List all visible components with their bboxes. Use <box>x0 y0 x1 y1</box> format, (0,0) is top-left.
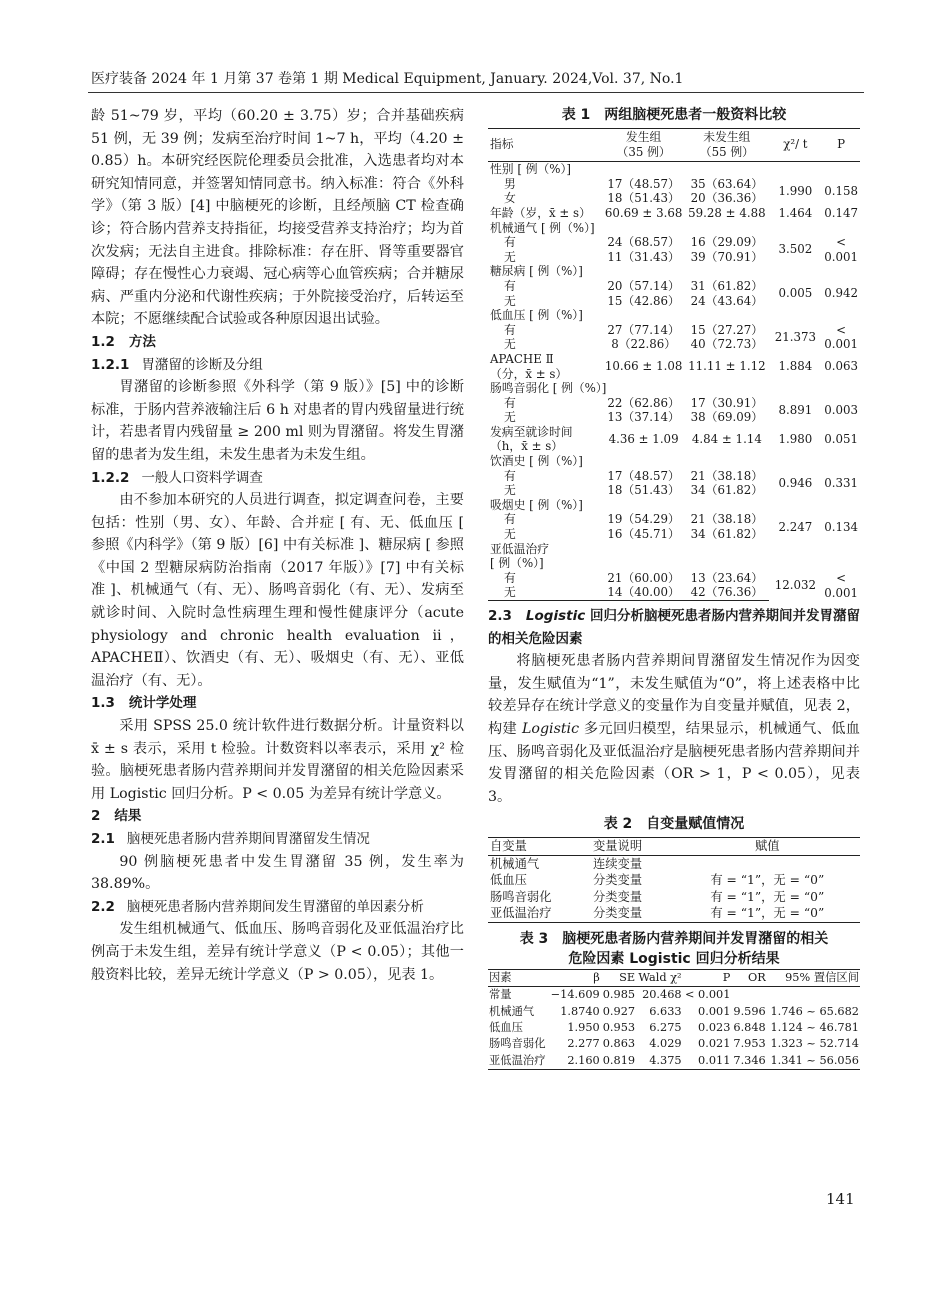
table-cell: 1.950 <box>567 1021 600 1035</box>
table2-header: 赋值 <box>675 838 860 856</box>
paragraph-survey: 由不参加本研究的人员进行调查，拟定调查问卷，主要包括：性别（男、女）、年龄、合并症 [ 有、无、低血压 [ 参照《内科学》（第 9 版）[6] 中有关标准 ]、糖尿病 [ 参照《中国 2 型糖尿病防治指南（2017 年版）》[7] 中有关标准 ]、机械通气（有、无）、肠鸣音弱化（有、无）、发病至就诊时间、入院时急性病理生理和慢性健康评分（acute physiology and chronic health evaluation ⅱ，APACHEⅡ）、饮酒史（有、无）、吸烟史（有、无）、亚低温治疗（有、无）。 <box>91 492 464 689</box>
table-row <box>488 1020 860 1036</box>
paragraph-diagnosis: 胃潴留的诊断参照《外科学（第 9 版）》[5] 中的诊断标准，于肠内营养液输注后 6 h 对患者的胃内残留量进行统计，若患者胃内残留量 ≥ 200 ml 则为胃潴留。将发生胃潴留的患者为发生组，未发生患者为未发生组。 <box>91 379 464 463</box>
table-row: 无 16（45.71） 34（61.82） <box>504 527 764 542</box>
table-row <box>488 872 860 889</box>
table-cell: 连续变量 <box>592 856 643 871</box>
table-row: 糖尿病 [ 例（%）] <box>490 264 583 279</box>
table-row: 饮酒史 [ 例（%）] <box>490 454 583 469</box>
heading-2-3: 2.3 Logistic 回归分析脑梗死患者肠内营养期间并发胃潴留的相关危险因素 <box>488 608 861 647</box>
table-row: 有 20（57.14） 31（61.82） 0.005 0.942 <box>504 278 858 301</box>
table-cell: 1.341 ~ 56.056 <box>767 1053 860 1070</box>
table-cell: 0.011 <box>683 1053 732 1070</box>
right-text <box>488 605 860 808</box>
table2 <box>488 837 860 923</box>
table1-header-row <box>488 129 860 162</box>
table-row <box>488 1036 860 1052</box>
table-cell: 低血压 <box>489 1021 523 1035</box>
table-cell: 20.468 <box>642 988 682 1002</box>
table-row: （h，x̄ ± s） <box>490 439 564 454</box>
table-cell: 0.985 <box>602 988 636 1002</box>
paragraph-patients: 龄 51~79 岁，平均（60.20 ± 3.75）岁；合并基础疾病 51 例，无 39 例；发病至治疗时间 1~7 h，平均（4.20 ± 0.85）h。本研究经医院伦理委员会批准，入选患者均对本研究知情同意，并签署知情同意书。纳入标准：符合《外科学》（第 3 版）[4] 中脑梗死的诊断，且经颅脑 CT 检查确诊；符合肠内营养支持指征，均接受营养支持治疗；均为首次发病；无法自主进食。排除标准：存在肝、肾等重要器官障碍；存在慢性心力衰竭、冠心病等心血管疾病；合并糖尿病、严重内分泌和代谢性疾病；于外院接受治疗，后转运至本院；不愿继续配合试验或各种原因退出试验。 <box>91 108 464 328</box>
table-cell: 1.746 ~ 65.682 <box>770 1004 859 1018</box>
table2-caption: 表 2 自变量赋值情况 <box>603 816 745 833</box>
table-row: 有 21（60.00） 13（23.64） 12.032 < 0.001 <box>504 570 858 600</box>
table-row: （分，x̄ ± s） <box>490 366 568 381</box>
table-cell: 机械通气 <box>489 1004 535 1018</box>
table-cell: 6.848 <box>733 1021 766 1035</box>
table3-header: 95% 置信区间 <box>767 969 860 986</box>
table3-header: OR <box>731 969 766 986</box>
table-row: [ 例（%）] <box>490 556 544 571</box>
table-cell: 7.953 <box>733 1037 766 1051</box>
table3-header: P <box>683 969 732 986</box>
table-row <box>488 905 860 922</box>
paragraph-statistics: 采用 SPSS 25.0 统计软件进行数据分析。计量资料以 x̄ ± s 表示，采用 t 检验。计数资料以率表示，采用 χ² 检验。脑梗死患者肠内营养期间并发胃潴留的相关危险因素采用 Logistic 回归分析。P < 0.05 为差异有统计学意义。 <box>91 718 464 802</box>
table-row: 有 22（62.86） 17（30.91） 8.891 0.003 <box>504 395 858 417</box>
table-cell: 分类变量 <box>591 905 675 922</box>
table-cell: 1.124 ~ 46.781 <box>770 1021 859 1035</box>
table-row <box>488 855 860 872</box>
table2-header-row <box>488 838 860 856</box>
table-row: 男 17（48.57） 35（63.64） 1.990 0.158 <box>504 176 858 199</box>
table-cell: 低血压 <box>490 873 527 888</box>
right-column <box>488 105 860 1070</box>
heading-1-2-1: 1.2.1 胃潴留的诊断及分组 <box>91 356 263 373</box>
table-cell: 1.323 ~ 52.714 <box>770 1037 859 1051</box>
table-row: 无 14（40.00） 42（76.36） <box>488 585 860 600</box>
table-cell <box>767 987 860 1004</box>
table-cell: 4.029 <box>649 1037 682 1051</box>
paragraph-incidence: 90 例脑梗死患者中发生胃潴留 35 例，发生率为 38.89%。 <box>91 853 464 893</box>
table-row: 肠鸣音弱化 [ 例（%）] <box>490 381 607 396</box>
table-cell: 0.863 <box>602 1037 636 1051</box>
table-cell: 0.953 <box>602 1021 636 1035</box>
running-header: 医疗装备 2024 年 1 月第 37 卷第 1 期 Medical Equipment, January. 2024,Vol. 37, No.1 <box>91 71 684 87</box>
table3-header: SE <box>601 969 636 986</box>
heading-1-2: 1.2 方法 <box>91 333 156 350</box>
table-cell: 4.375 <box>636 1053 683 1070</box>
table3-header-row <box>488 969 860 986</box>
table-cell: 0.023 <box>698 1021 731 1035</box>
table-cell: 常量 <box>489 988 512 1002</box>
table-cell: 2.277 <box>567 1037 600 1051</box>
table-cell: 2.160 <box>548 1053 601 1070</box>
paragraph-univariate: 发生组机械通气、低血压、肠鸣音弱化及亚低温治疗比例高于未发生组，差异有统计学意义（P < 0.05）；其他一般资料比较，差异无统计学意义（P > 0.05），见表 1。 <box>91 921 464 983</box>
heading-2-1: 2.1 脑梗死患者肠内营养期间胃潴留发生情况 <box>91 831 370 847</box>
table-cell: 分类变量 <box>592 889 643 904</box>
table-row: 有 24（68.57） 16（29.09） 3.502 < 0.001 <box>504 235 858 264</box>
table-row: 年龄（岁，x̄ ± s） 60.69 ± 3.68 59.28 ± 4.88 1.464 0.147 <box>490 205 858 220</box>
table-row <box>488 889 860 906</box>
table1-header: 未发生组 （55 例） <box>685 129 768 162</box>
table-cell: 6.275 <box>649 1021 682 1035</box>
table-row <box>488 1004 860 1020</box>
table-cell: 1.8740 <box>560 1004 600 1018</box>
header-rule <box>88 92 864 93</box>
table1-header: P <box>822 129 860 162</box>
table-row: 亚低温治疗 <box>490 541 549 556</box>
table2-header: 自变量 <box>488 838 591 856</box>
left-column <box>91 105 464 986</box>
table3-header: Wald χ² <box>636 969 683 986</box>
table-cell: 0.927 <box>602 1004 636 1018</box>
table-cell: 0.021 <box>698 1037 731 1051</box>
table3-header: β <box>548 969 601 986</box>
page-number: 141 <box>826 1190 855 1208</box>
table-row <box>488 1053 860 1070</box>
table-cell: 有 = “1”，无 = “0” <box>675 905 860 922</box>
table-row: 有 19（54.29） 21（38.18） 2.247 0.134 <box>504 512 858 534</box>
table2-header: 变量说明 <box>591 838 675 856</box>
table-cell: 7.346 <box>731 1053 766 1070</box>
table-row: 无 13（37.14） 38（69.09） <box>504 410 764 425</box>
table-row: 低血压 [ 例（%）] <box>490 308 583 323</box>
table-cell: 0.001 <box>698 1004 731 1018</box>
table-row: 机械通气 [ 例（%）] <box>490 220 595 235</box>
table3-caption: 表 3 脑梗死患者肠内营养期间并发胃潴留的相关 危险因素 Logistic 回归分析结果 <box>519 930 829 967</box>
table-cell: −14.609 <box>550 988 600 1002</box>
table-row: 有 27（77.14） 15（27.27） 21.373 < 0.001 <box>504 322 858 352</box>
table-cell: 有 = “1”，无 = “0” <box>710 889 825 904</box>
table-row: 无 11（31.43） 39（70.91） <box>504 249 764 264</box>
table-cell: 分类变量 <box>592 873 643 888</box>
table-row: 无 8（22.86） 40（72.73） <box>504 337 764 352</box>
table-cell: 亚低温治疗 <box>488 905 591 922</box>
heading-2-2: 2.2 脑梗死患者肠内营养期间发生胃潴留的单因素分析 <box>91 898 424 915</box>
table-cell: 机械通气 <box>490 856 540 871</box>
table-row: 无 18（51.43） 34（61.82） <box>504 483 764 498</box>
table-row: 吸烟史 [ 例（%）] <box>490 497 583 512</box>
table-cell <box>675 855 860 872</box>
table-row: 性别 [ 例（%）] <box>490 162 571 177</box>
table-row <box>488 987 860 1004</box>
table-row: 女 18（51.43） 20（36.36） <box>504 191 764 206</box>
table-cell: 9.596 <box>733 1004 766 1018</box>
table1-header: 发生组 （35 例） <box>602 129 685 162</box>
table-cell: 肠鸣音弱化 <box>489 1037 546 1051</box>
table1-caption: 表 1 两组脑梗死患者一般资料比较 <box>561 107 787 123</box>
heading-2: 2 结果 <box>91 808 142 825</box>
table-cell: 6.633 <box>649 1004 682 1018</box>
table-cell: < 0.001 <box>684 988 731 1002</box>
table-cell: 肠鸣音弱化 <box>490 889 552 904</box>
table-cell: 亚低温治疗 <box>488 1053 548 1070</box>
table-row: 有 17（48.57） 21（38.18） 0.946 0.331 <box>504 468 858 490</box>
table3 <box>488 969 860 1070</box>
table-row: 发病至就诊时间 4.36 ± 1.09 4.84 ± 1.14 1.980 0.051 <box>490 424 858 447</box>
table-cell <box>731 987 766 1004</box>
table1 <box>488 128 860 601</box>
table-row: 无 15（42.86） 24（43.64） <box>504 293 764 308</box>
table1-header: χ²/ t <box>769 129 823 162</box>
table3-header: 因素 <box>488 969 548 986</box>
table-row: APACHE Ⅱ 10.66 ± 1.08 11.11 ± 1.12 1.884 0.063 <box>490 351 858 374</box>
table1-header: 指标 <box>488 129 602 162</box>
heading-1-3: 1.3 统计学处理 <box>91 695 197 712</box>
heading-1-2-2: 1.2.2 一般人口资料学调查 <box>91 469 263 486</box>
paragraph-logistic: 将脑梗死患者肠内营养期间胃潴留发生情况作为因变量，发生赋值为“1”，未发生赋值为“0”，将上述表格中比较差异存在统计学意义的变量作为自变量并赋值，见表 2，构建 Logistic 多元回归模型，结果显示，机械通气、低血压、肠鸣音弱化及亚低温治疗是脑梗死患者肠内营养期间并发胃潴留的相关危险因素（OR > 1，P < 0.05），见表 3。 <box>488 653 860 805</box>
table-cell: 有 = “1”，无 = “0” <box>710 873 825 888</box>
table-cell: 0.819 <box>601 1053 636 1070</box>
